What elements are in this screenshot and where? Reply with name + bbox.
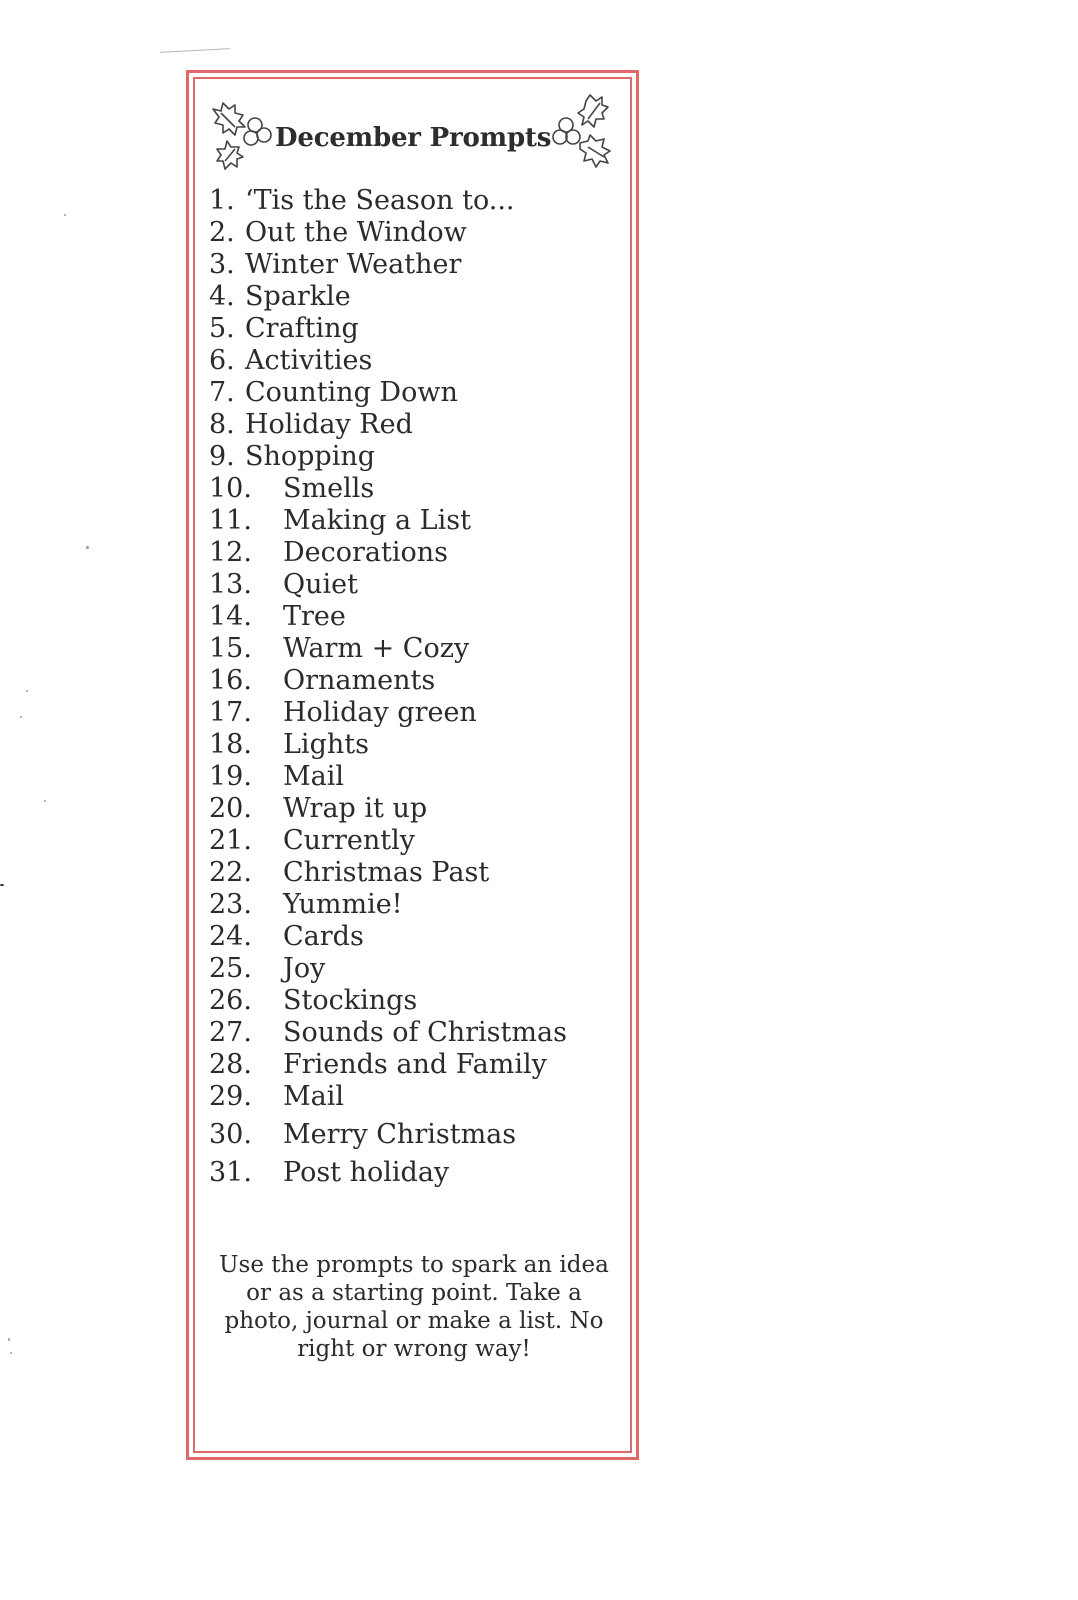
list-item: [209, 345, 629, 377]
prompt-text: Counting Down: [245, 377, 458, 408]
list-item: [209, 1119, 629, 1151]
holly-icon: [546, 91, 614, 171]
prompt-number: 31.: [209, 1157, 252, 1188]
prompt-text: Wrap it up: [283, 793, 428, 824]
prompt-text: Sounds of Christmas: [283, 1017, 567, 1048]
list-item: [209, 601, 629, 633]
prompt-number: 18.: [209, 729, 252, 760]
list-item: [209, 953, 629, 985]
prompt-number: 8.: [209, 409, 235, 440]
list-item: [209, 697, 629, 729]
prompt-text: ‘Tis the Season to...: [245, 185, 515, 216]
list-item: [209, 921, 629, 953]
prompt-text: Quiet: [283, 569, 358, 600]
prompt-text: Winter Weather: [245, 249, 462, 280]
prompt-number: 26.: [209, 985, 252, 1016]
list-item: [209, 569, 629, 601]
list-item: [209, 313, 629, 345]
prompt-text: Ornaments: [283, 665, 436, 696]
list-item: [209, 1017, 629, 1049]
prompt-number: 4.: [209, 281, 235, 312]
prompt-number: 27.: [209, 1017, 252, 1048]
prompt-number: 19.: [209, 761, 252, 792]
prompt-number: 22.: [209, 857, 252, 888]
prompt-text: Joy: [283, 953, 326, 984]
list-item: [209, 1049, 629, 1081]
prompt-list: [209, 185, 629, 1189]
prompt-text: Decorations: [283, 537, 448, 568]
prompt-number: 15.: [209, 633, 252, 664]
list-item: [209, 217, 629, 249]
list-item: [209, 185, 629, 217]
scan-speck: [0, 884, 4, 886]
prompt-number: 7.: [209, 377, 235, 408]
prompt-text: Currently: [283, 825, 415, 856]
prompt-text: Post holiday: [283, 1157, 450, 1188]
card-header: [209, 95, 614, 175]
prompt-text: Shopping: [245, 441, 376, 472]
scan-artifact-line: [160, 48, 230, 53]
list-item: [209, 825, 629, 857]
prompt-number: 9.: [209, 441, 235, 472]
prompt-number: 1.: [209, 185, 235, 216]
list-item: [209, 665, 629, 697]
list-item: [209, 473, 629, 505]
list-item: [209, 793, 629, 825]
prompt-number: 5.: [209, 313, 235, 344]
list-item: [209, 1157, 629, 1189]
list-item: [209, 249, 629, 281]
prompt-text: Out the Window: [245, 217, 467, 248]
list-item: [209, 761, 629, 793]
prompt-number: 11.: [209, 505, 252, 536]
page-title: December Prompts: [275, 123, 552, 153]
list-item: [209, 985, 629, 1017]
prompt-text: Yummie!: [283, 889, 403, 920]
scan-speck: [44, 800, 46, 802]
prompt-text: Lights: [283, 729, 369, 760]
prompt-text: Mail: [283, 1081, 345, 1112]
scan-speck: [86, 546, 89, 549]
scan-speck: [20, 716, 22, 718]
list-item: [209, 729, 629, 761]
list-item: [209, 857, 629, 889]
scan-speck: [64, 214, 66, 216]
prompt-text: Activities: [245, 345, 373, 376]
prompt-text: Merry Christmas: [283, 1119, 517, 1150]
list-item: [209, 889, 629, 921]
prompt-number: 2.: [209, 217, 235, 248]
prompt-text: Crafting: [245, 313, 359, 344]
list-item: [209, 505, 629, 537]
list-item: [209, 537, 629, 569]
prompt-number: 16.: [209, 665, 252, 696]
prompt-number: 10.: [209, 473, 252, 504]
prompt-number: 24.: [209, 921, 252, 952]
prompt-text: Cards: [283, 921, 364, 952]
prompt-number: 6.: [209, 345, 235, 376]
prompt-number: 13.: [209, 569, 252, 600]
holly-icon: [209, 95, 277, 175]
prompt-number: 17.: [209, 697, 252, 728]
prompt-number: 21.: [209, 825, 252, 856]
prompt-card: [186, 70, 639, 1460]
prompt-number: 28.: [209, 1049, 252, 1080]
prompt-number: 29.: [209, 1081, 252, 1112]
scan-speck: [10, 1352, 12, 1354]
scan-speck: [26, 690, 28, 692]
list-item: [209, 281, 629, 313]
prompt-text: Friends and Family: [283, 1049, 547, 1080]
prompt-number: 12.: [209, 537, 252, 568]
prompt-number: 23.: [209, 889, 252, 920]
list-item: [209, 409, 629, 441]
prompt-number: 3.: [209, 249, 235, 280]
prompt-text: Christmas Past: [283, 857, 490, 888]
prompt-text: Mail: [283, 761, 345, 792]
prompt-text: Smells: [283, 473, 375, 504]
prompt-text: Stockings: [283, 985, 418, 1016]
instructions-note: Use the prompts to spark an idea or as a starting point. Take a photo, journal or make a list. No right or wrong way!: [219, 1252, 609, 1362]
prompt-text: Tree: [283, 601, 346, 632]
list-item: [209, 441, 629, 473]
prompt-text: Making a List: [283, 505, 471, 536]
prompt-text: Holiday green: [283, 697, 477, 728]
list-item: [209, 1081, 629, 1113]
prompt-text: Sparkle: [245, 281, 351, 312]
prompt-number: 30.: [209, 1119, 252, 1150]
prompt-text: Warm + Cozy: [283, 633, 470, 664]
prompt-number: 25.: [209, 953, 252, 984]
list-item: [209, 633, 629, 665]
prompt-text: Holiday Red: [245, 409, 413, 440]
scan-speck: [8, 1338, 10, 1341]
prompt-number: 20.: [209, 793, 252, 824]
list-item: [209, 377, 629, 409]
prompt-number: 14.: [209, 601, 252, 632]
